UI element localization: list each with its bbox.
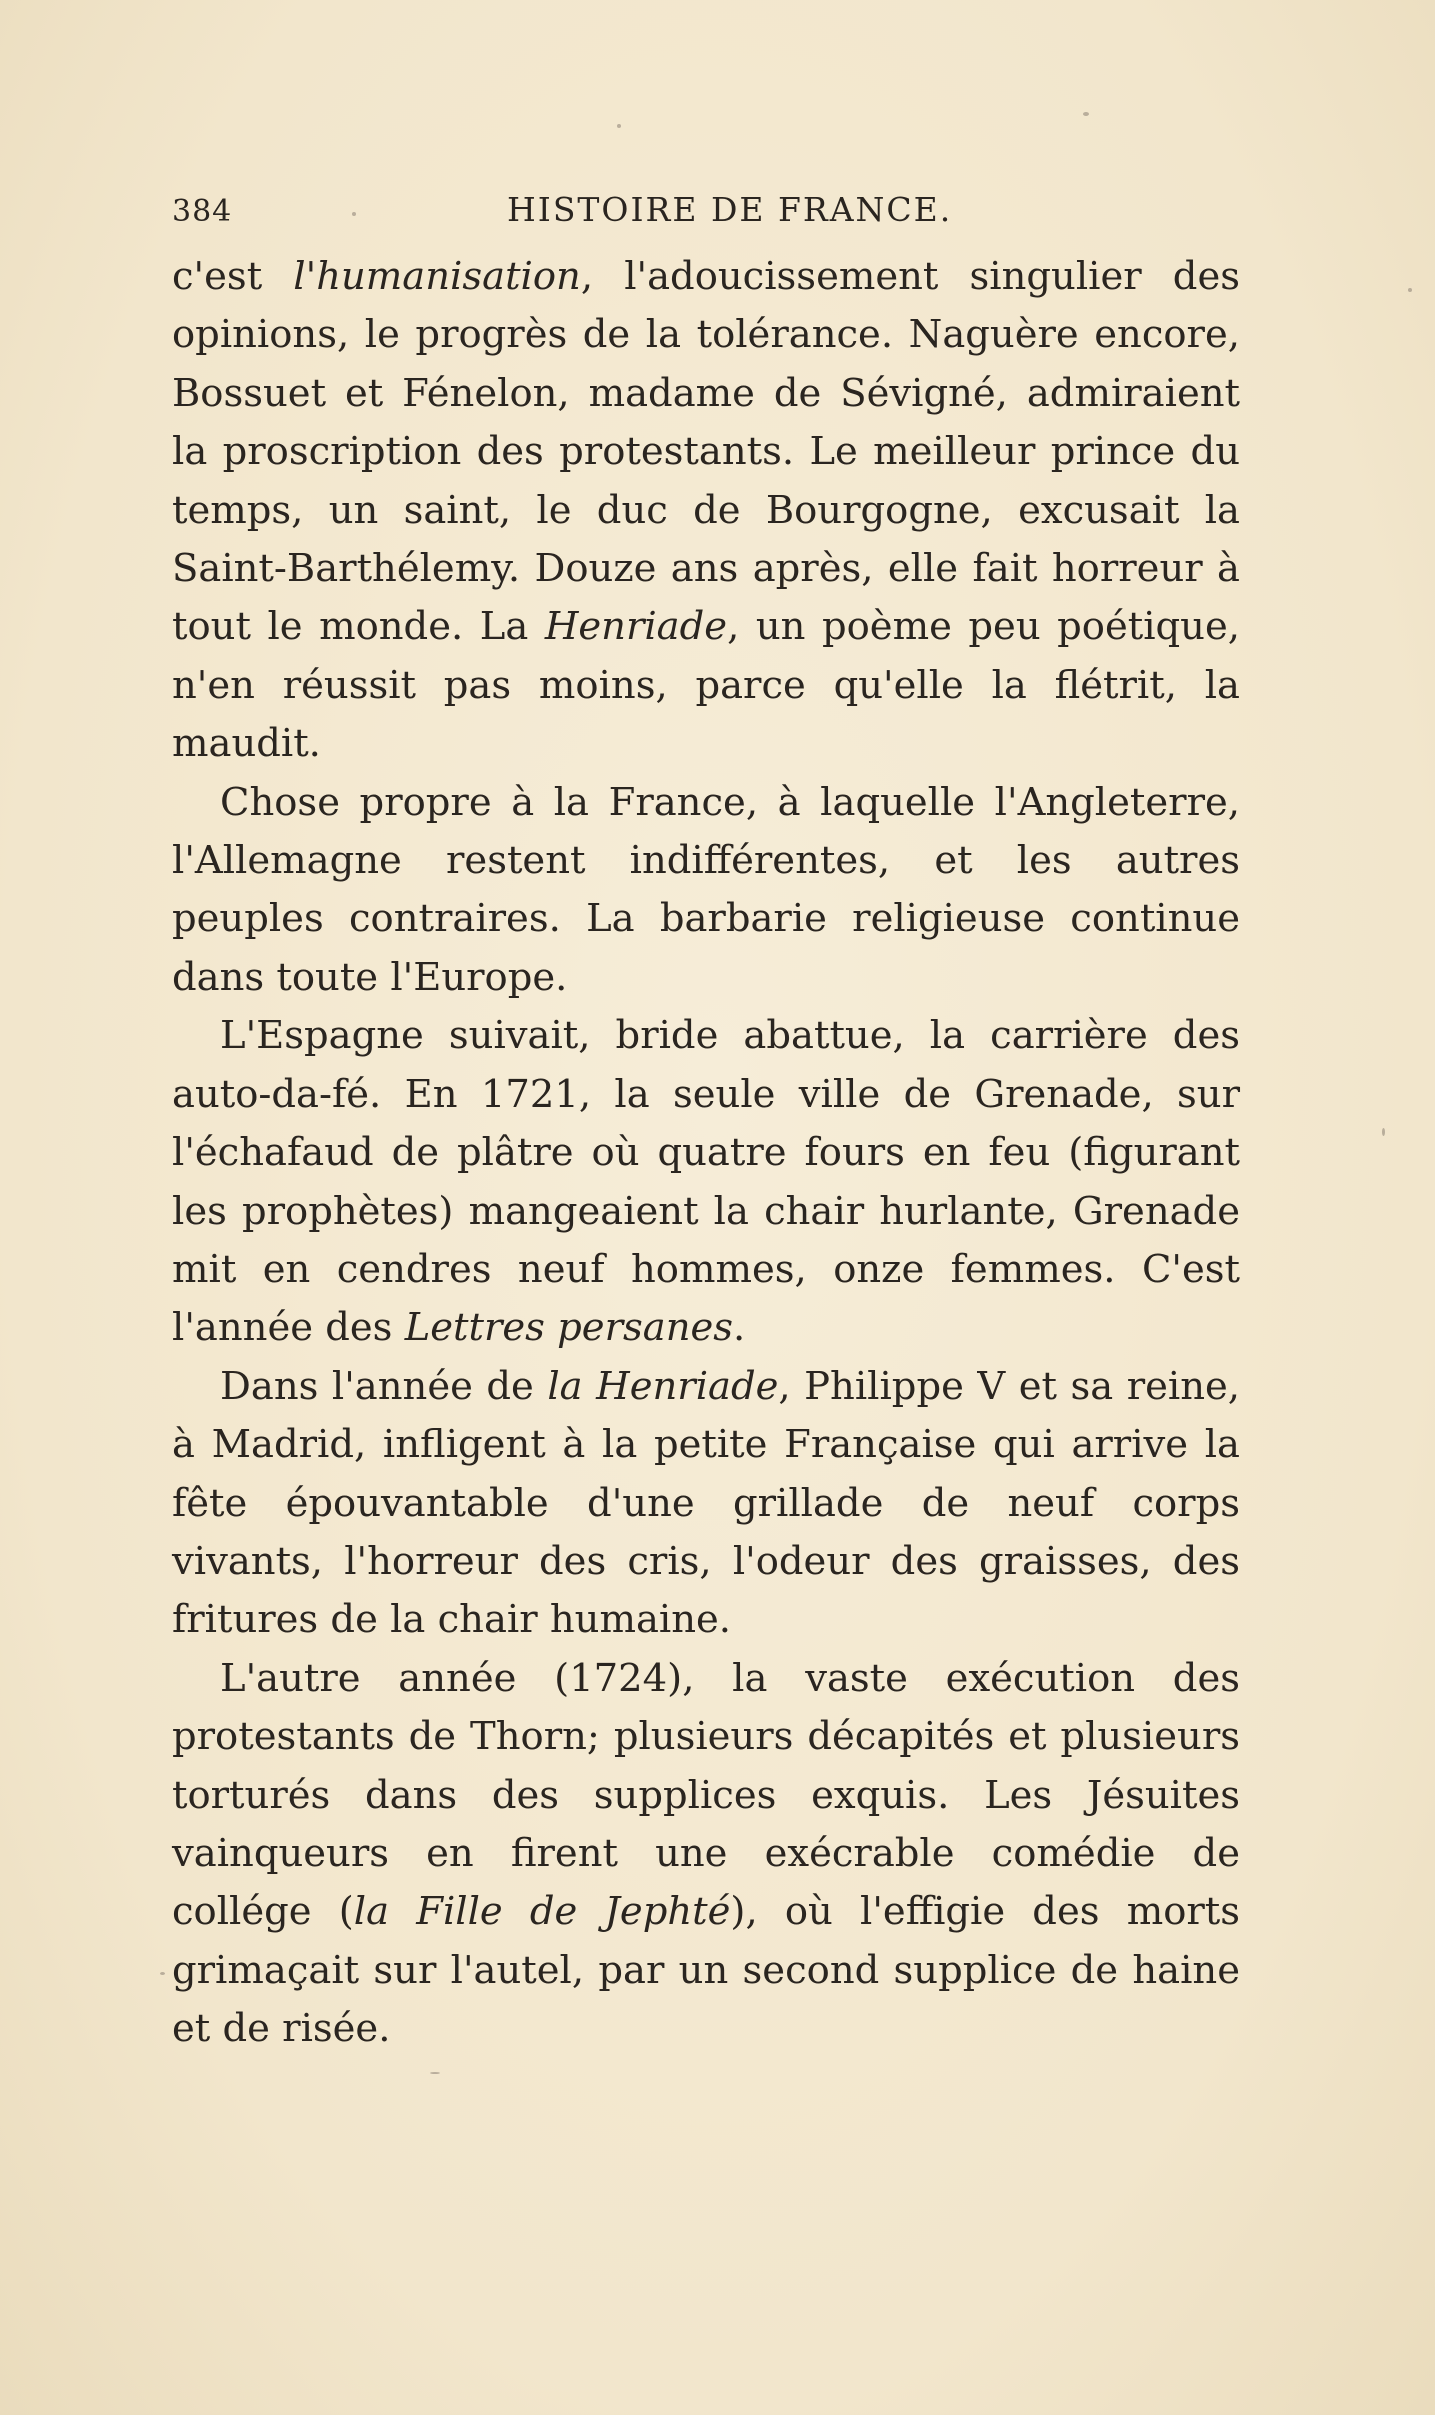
paper-speck: [1083, 112, 1089, 116]
paragraph-1: [172, 248, 1240, 774]
paragraph-1-italic-b: Henriade: [544, 604, 728, 650]
paragraph-1-text-b: , l'adoucissement singulier des opinions, le progrès de la tolérance. Naguère encore, Bossuet et Fénelon, madame de Sévigné, admiraient la proscription des protestants. Le meilleur prince du temps, un saint, le duc de Bourgogne, excusait la Saint-Barthélemy. Douze ans après, elle fait horreur à tout le monde. La: [172, 254, 1240, 650]
paragraph-3-text-b: .: [733, 1305, 746, 1351]
page-number: 384: [172, 194, 233, 229]
paragraph-5-text-a: L'autre année (1724), la vaste exécution des protestants de Thorn; plusieurs décapités et plusieurs torturés dans des supplices exquis. Les Jésuites vainqueurs en firent une exécrable comédie de collége (: [172, 1655, 1240, 1935]
paragraph-3: [172, 1007, 1240, 1357]
running-title: HISTOIRE DE FRANCE.: [507, 190, 953, 229]
paragraph-4-text-b: , Philippe V et sa reine, à Madrid, infligent à la petite Française qui arrive la fête épouvantable d'une grillade de neuf corps vivants, l'horreur des cris, l'odeur des graisses, des fritures de la chair humaine.: [172, 1363, 1241, 1643]
running-header: [172, 186, 1242, 236]
paper-speck: [352, 212, 356, 216]
body-text: [172, 248, 1240, 2059]
paper-speck: [1408, 288, 1412, 292]
paragraph-1-text-a: c'est: [172, 254, 294, 299]
paragraph-4-italic: la Henriade: [547, 1363, 779, 1409]
paper-speck: [160, 1972, 165, 1975]
paragraph-1-text-c: , un poème peu poétique, n'en réussit pas moins, parce qu'elle la flétrit, la maudit.: [172, 604, 1241, 767]
paragraph-5-italic: la Fille de Jephté: [353, 1889, 731, 1935]
paragraph-4-text-a: Dans l'année de: [220, 1363, 548, 1409]
paragraph-2: Chose propre à la France, à laquelle l'Angleterre, l'Allemagne restent indifférentes, et les autres peuples contraires. La barbarie religieuse continue dans toute l'Europe.: [172, 779, 1240, 1000]
paragraph-4: [172, 1358, 1240, 1650]
paper-speck: [617, 124, 621, 128]
paragraph-1-italic-a: l'humanisation: [293, 254, 581, 299]
paragraph-5-text-b: ), où l'effigie des morts grimaçait sur l'autel, par un second supplice de haine et de risée.: [172, 1889, 1241, 2052]
paper-speck: [1382, 1128, 1385, 1136]
paragraph-3-italic: Lettres persanes: [404, 1305, 734, 1351]
paragraph-3-text-a: L'Espagne suivait, bride abattue, la carrière des auto-da-fé. En 1721, la seule ville de Grenade, sur l'échafaud de plâtre où quatre fours en feu (figurant les prophètes) mangeaient la chair hurlante, Grenade mit en cendres neuf hommes, onze femmes. C'est l'année des: [172, 1013, 1240, 1351]
paper-speck: [430, 2072, 440, 2074]
paragraph-5: [172, 1650, 1240, 2059]
